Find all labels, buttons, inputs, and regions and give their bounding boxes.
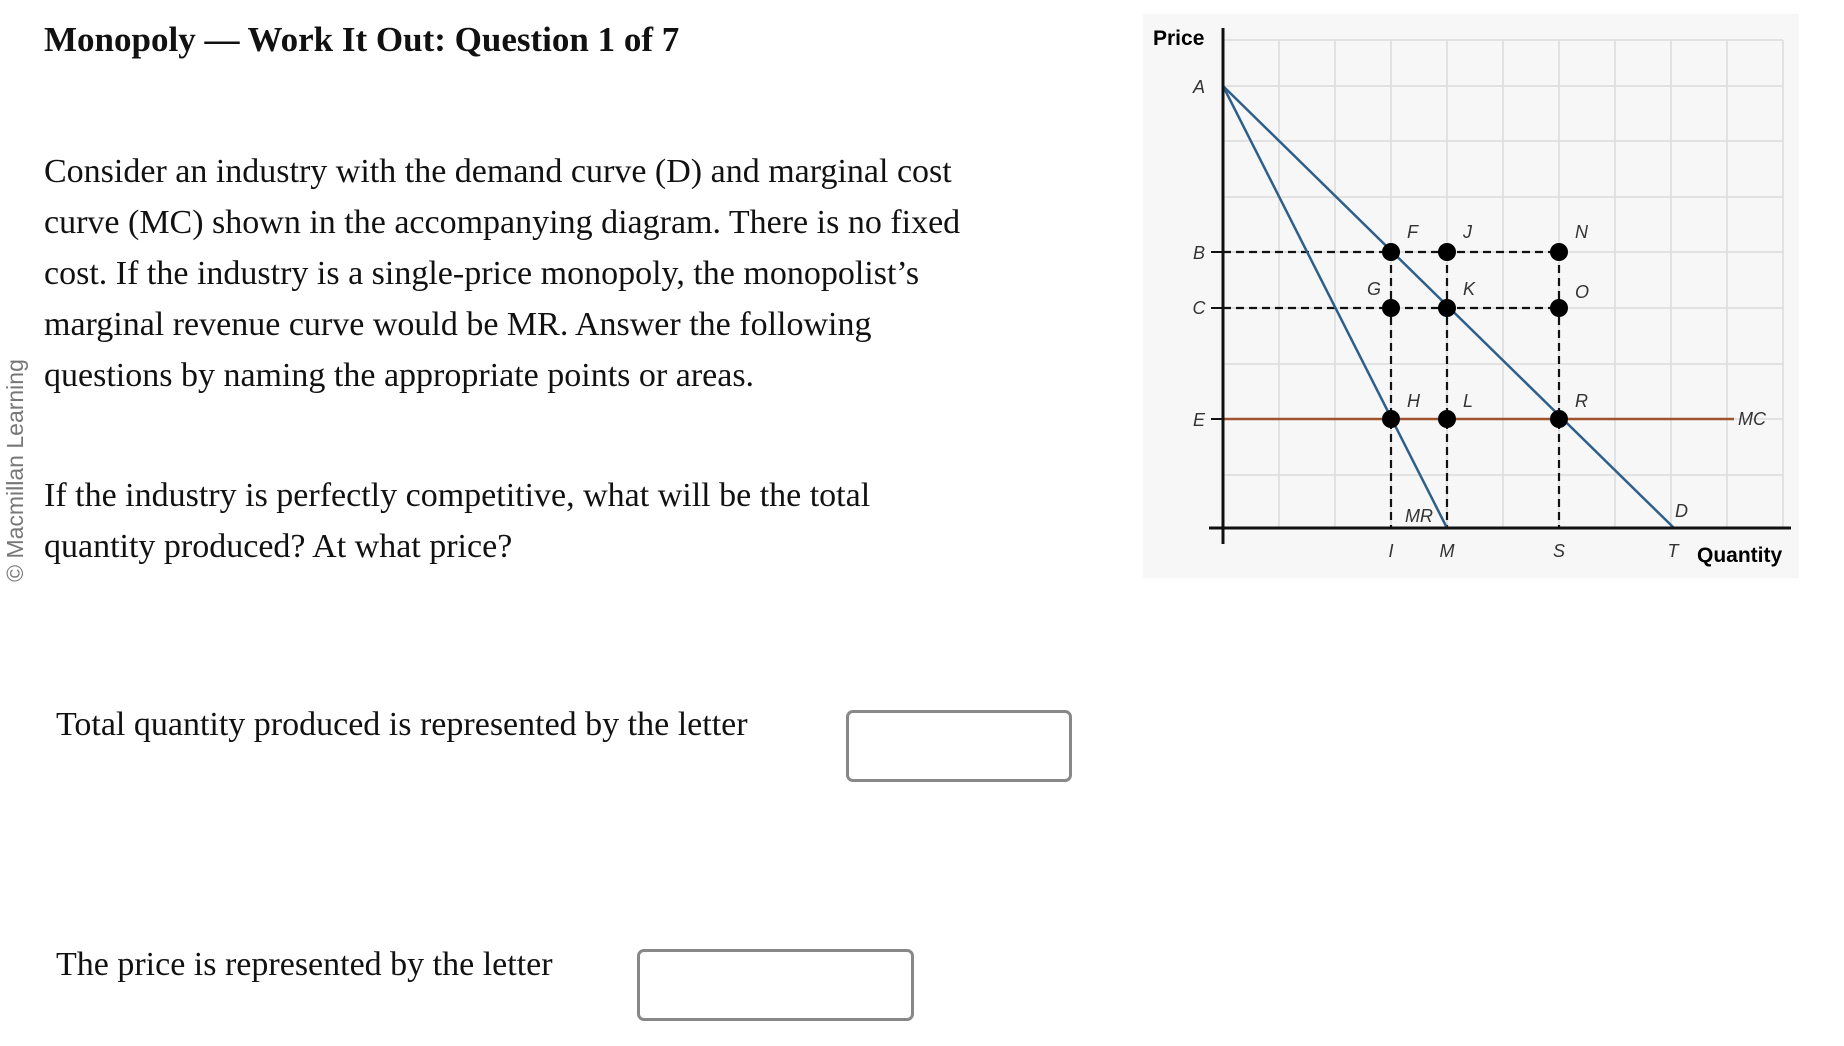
- point-r: [1550, 410, 1568, 428]
- question-paragraph: If the industry is perfectly competitive, what will be the total quantity produced? At what price?: [44, 477, 871, 565]
- point-l: [1438, 410, 1456, 428]
- point-j: [1438, 243, 1456, 261]
- grid-lines: [1223, 40, 1783, 528]
- point-f: [1382, 243, 1400, 261]
- quantity-question-label: Total quantity produced is represented by the letter: [56, 706, 748, 743]
- point-k: [1438, 299, 1456, 317]
- quantity-letter-s: S: [1552, 541, 1566, 561]
- price-letter-b: B: [1192, 243, 1206, 263]
- point-o: [1550, 299, 1568, 317]
- demand-curve-label: D: [1675, 501, 1688, 521]
- price-question-label: The price is represented by the letter: [56, 946, 553, 983]
- point-label-n: N: [1575, 222, 1588, 242]
- price-letter-c: C: [1192, 298, 1206, 318]
- point-label-k: K: [1463, 279, 1476, 299]
- point-h: [1382, 410, 1400, 428]
- diagram-svg: [1143, 14, 1799, 578]
- price-question-row: [56, 946, 553, 984]
- point-label-l: L: [1463, 391, 1474, 411]
- price-letter-e: E: [1192, 410, 1206, 430]
- quantity-letter-m: M: [1439, 541, 1455, 561]
- copyright-label: © Macmillan Learning: [1, 358, 28, 582]
- point-label-f: F: [1407, 222, 1418, 242]
- point-label-r: R: [1575, 391, 1588, 411]
- price-ticks: [1211, 252, 1223, 419]
- quantity-question-row: [56, 706, 748, 744]
- quantity-letter-i: I: [1388, 541, 1394, 561]
- point-n: [1550, 243, 1568, 261]
- mr-curve-label: MR: [1405, 506, 1433, 526]
- monopoly-diagram: [1143, 14, 1799, 578]
- point-label-g: G: [1367, 279, 1382, 299]
- quantity-letter-t: T: [1667, 541, 1679, 561]
- quantity-answer-input[interactable]: [846, 710, 1072, 782]
- dashed-guides: [1223, 252, 1559, 528]
- point-label-j: J: [1463, 222, 1472, 242]
- price-answer-input[interactable]: [637, 949, 914, 1021]
- quantity-axis-label: Quantity: [1697, 544, 1783, 567]
- mc-curve-label: MC: [1738, 409, 1766, 429]
- point-label-o: O: [1575, 282, 1590, 302]
- page-title: Monopoly — Work It Out: Question 1 of 7: [44, 20, 680, 59]
- price-axis-label: Price: [1153, 27, 1205, 50]
- point-label-h: H: [1407, 391, 1420, 411]
- price-letter-a: A: [1192, 77, 1206, 97]
- point-g: [1382, 299, 1400, 317]
- intro-paragraph: Consider an industry with the demand curve (D) and marginal cost curve (MC) shown in the accompanying diagram. There is no fixed cost. If the industry is a single-price monopoly, the monopolist’s marginal revenue curve would be MR. Answer the following questions by naming the appropriate points or areas.: [44, 153, 961, 394]
